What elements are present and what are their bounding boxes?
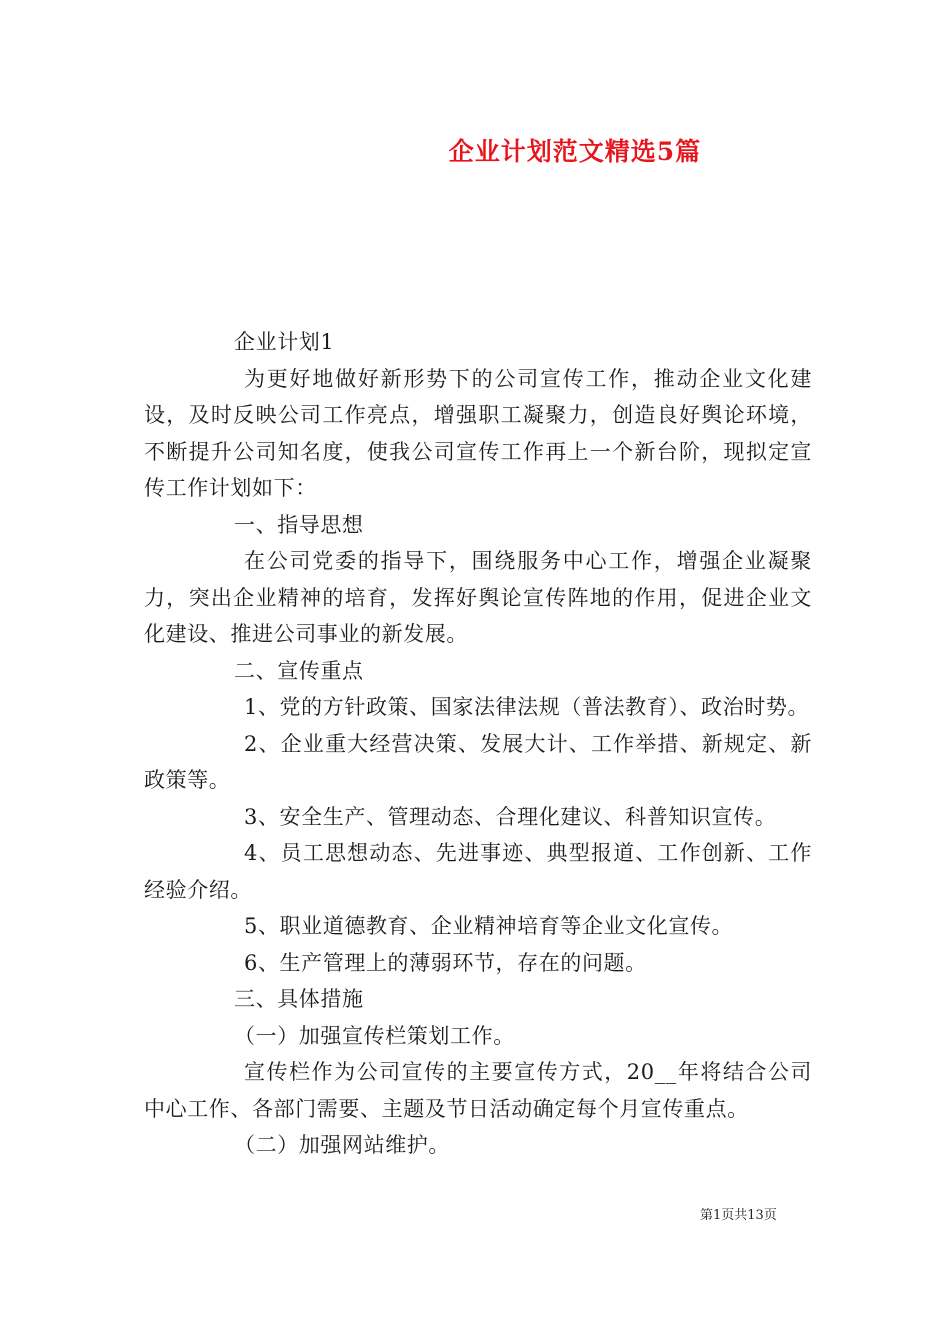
subheading-bulletin-board: （一）加强宣传栏策划工作。 (234, 1023, 515, 1048)
heading-guiding-thought: 一、指导思想 (234, 512, 364, 537)
list-item: 6、生产管理上的薄弱环节，存在的问题。 (244, 950, 647, 975)
heading-specific-measures: 三、具体措施 (234, 987, 364, 1011)
list-item: 2、企业重大经营决策、发展大计、工作举措、新规定、新政策等。 (144, 731, 812, 792)
heading-publicity-focus: 二、宣传重点 (234, 658, 364, 683)
page-number-footer: 第1页共13页 (700, 1208, 777, 1223)
document-body (144, 324, 812, 1164)
paragraph-guiding-thought: 在公司党委的指导下，围绕服务中心工作，增强企业凝聚力，突出企业精神的培育，发挥好舆论宣传阵地的作用，促进企业文化建设、推进公司事业的新发展。 (144, 549, 812, 646)
list-item: 3、安全生产、管理动态、合理化建议、科普知识宣传。 (244, 804, 777, 829)
paragraph-intro: 为更好地做好新形势下的公司宣传工作，推动企业文化建设，及时反映公司工作亮点，增强职工凝聚力，创造良好舆论环境，不断提升公司知名度，使我公司宣传工作再上一个新台阶，现拟定宣传工作计划如下： (144, 366, 812, 500)
list-item: 5、职业道德教育、企业精神培育等企业文化宣传。 (244, 914, 734, 938)
subheading-website: （二）加强网站维护。 (234, 1133, 450, 1157)
list-item: 4、员工思想动态、先进事迹、典型报道、工作创新、工作经验介绍。 (144, 841, 812, 902)
document-title: 企业计划范文精选5篇 (448, 137, 702, 166)
section-title: 企业计划1 (234, 330, 335, 354)
paragraph-bulletin-board: 宣传栏作为公司宣传的主要宣传方式，20__年将结合公司中心工作、各部门需要、主题及节日活动确定每个月宣传重点。 (144, 1060, 812, 1121)
list-item: 1、党的方针政策、国家法律法规（普法教育）、政治时势。 (244, 695, 810, 719)
